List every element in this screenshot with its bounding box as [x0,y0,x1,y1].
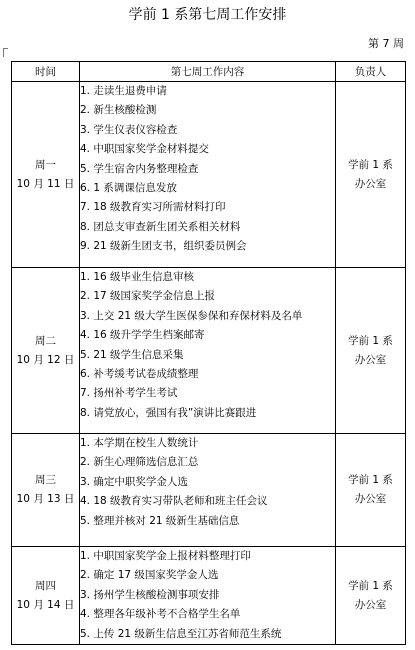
task-list [80,82,335,257]
date-label: 10 月 13 日 [16,493,75,505]
task-item: 1. 本学期在校生人数统计 [80,437,199,449]
tasks-cell [80,268,336,434]
task-item: 7. 扬州补考学生考试 [80,387,178,400]
header-time: 时间 [12,62,80,82]
time-cell [12,82,80,268]
document-title: 学前 1 系第七周工作安排 [128,7,287,23]
task-item: 4. 18 级教育实习带队老师和班主任会议 [80,495,268,508]
tasks-cell [80,434,336,547]
tasks-cell [80,82,336,268]
task-list [80,434,335,531]
owner-cell [336,547,406,645]
time-cell [12,434,80,547]
header-row [12,62,406,82]
task-item: 3. 上交 21 级大学生医保参保和弃保材料及名单 [80,309,303,322]
task-item: 5. 整理并核对 21 级新生基础信息 [80,514,240,527]
task-item: 1. 16 级毕业生信息审核 [80,271,195,283]
task-item: 6. 补考缓考试卷成绩整理 [80,368,199,381]
owner-cell [336,434,406,547]
owner-line: 办公室 [354,493,387,505]
task-list [80,268,335,423]
day-label: 周三 [35,474,56,486]
task-item: 1. 走读生退费申请 [80,85,167,97]
table-row [12,268,406,434]
task-item: 2. 确定 17 级国家奖学金人选 [80,569,219,582]
date-label: 10 月 11 日 [16,177,75,190]
day-label: 周一 [35,158,56,171]
owner-line: 学前 1 系 [348,579,393,592]
task-item: 2. 17 级国家奖学金信息上报 [80,290,216,303]
time-cell [12,547,80,645]
task-item: 8. 团总支审查新生团关系相关材料 [80,220,241,233]
owner-line: 学前 1 系 [348,334,393,347]
task-item: 2. 新生心理筛选信息汇总 [80,456,199,469]
owner-line: 学前 1 系 [348,158,393,171]
tasks-cell [80,547,336,645]
task-item: 3. 学生仪表仪容检查 [80,123,178,136]
time-cell [12,268,80,434]
text-cursor-marker [3,48,8,57]
task-item: 5. 学生宿舍内务整理检查 [80,162,199,175]
date-label: 10 月 12 日 [16,353,75,366]
task-item: 1. 中职国家奖学金上报材料整理打印 [80,550,251,562]
task-item: 8. 请党放心，强国有我”演讲比赛跟进 [80,406,257,419]
owner-line: 学前 1 系 [348,474,393,486]
header-owner: 负责人 [336,62,406,82]
task-item: 4. 16 级升学学生档案邮寄 [80,329,205,342]
day-label: 周四 [35,579,56,592]
owner-line: 办公室 [354,598,387,611]
header-content: 第七周工作内容 [80,62,336,82]
task-item: 2. 新生核酸检测 [80,104,157,117]
task-item: 3. 扬州学生核酸检测事项安排 [80,588,220,601]
date-label: 10 月 14 日 [16,598,75,611]
schedule-table [11,61,406,645]
task-item: 5. 上传 21 级新生信息至江苏省师范生系统 [80,627,282,640]
task-item: 5. 21 级学生信息采集 [80,348,184,361]
table-row [12,547,406,645]
table-row [12,82,406,268]
owner-line: 办公室 [354,353,387,366]
task-item: 9. 21 级新生团支书，组织委员例会 [80,240,247,253]
task-list [80,547,335,644]
task-item: 3. 确定中职奖学金人选 [80,475,188,488]
task-item: 6. 1 系调课信息发放 [80,182,177,195]
owner-cell [336,82,406,268]
task-item: 4. 中职国家奖学金材料提交 [80,143,209,156]
task-item: 4. 整理各年级补考不合格学生名单 [80,608,241,621]
owner-cell [336,268,406,434]
task-item: 7. 18 级教育实习所需材料打印 [80,201,226,214]
owner-line: 办公室 [354,177,387,190]
table-row [12,434,406,547]
day-label: 周二 [35,334,56,347]
week-label: 第 7 周 [368,37,404,50]
